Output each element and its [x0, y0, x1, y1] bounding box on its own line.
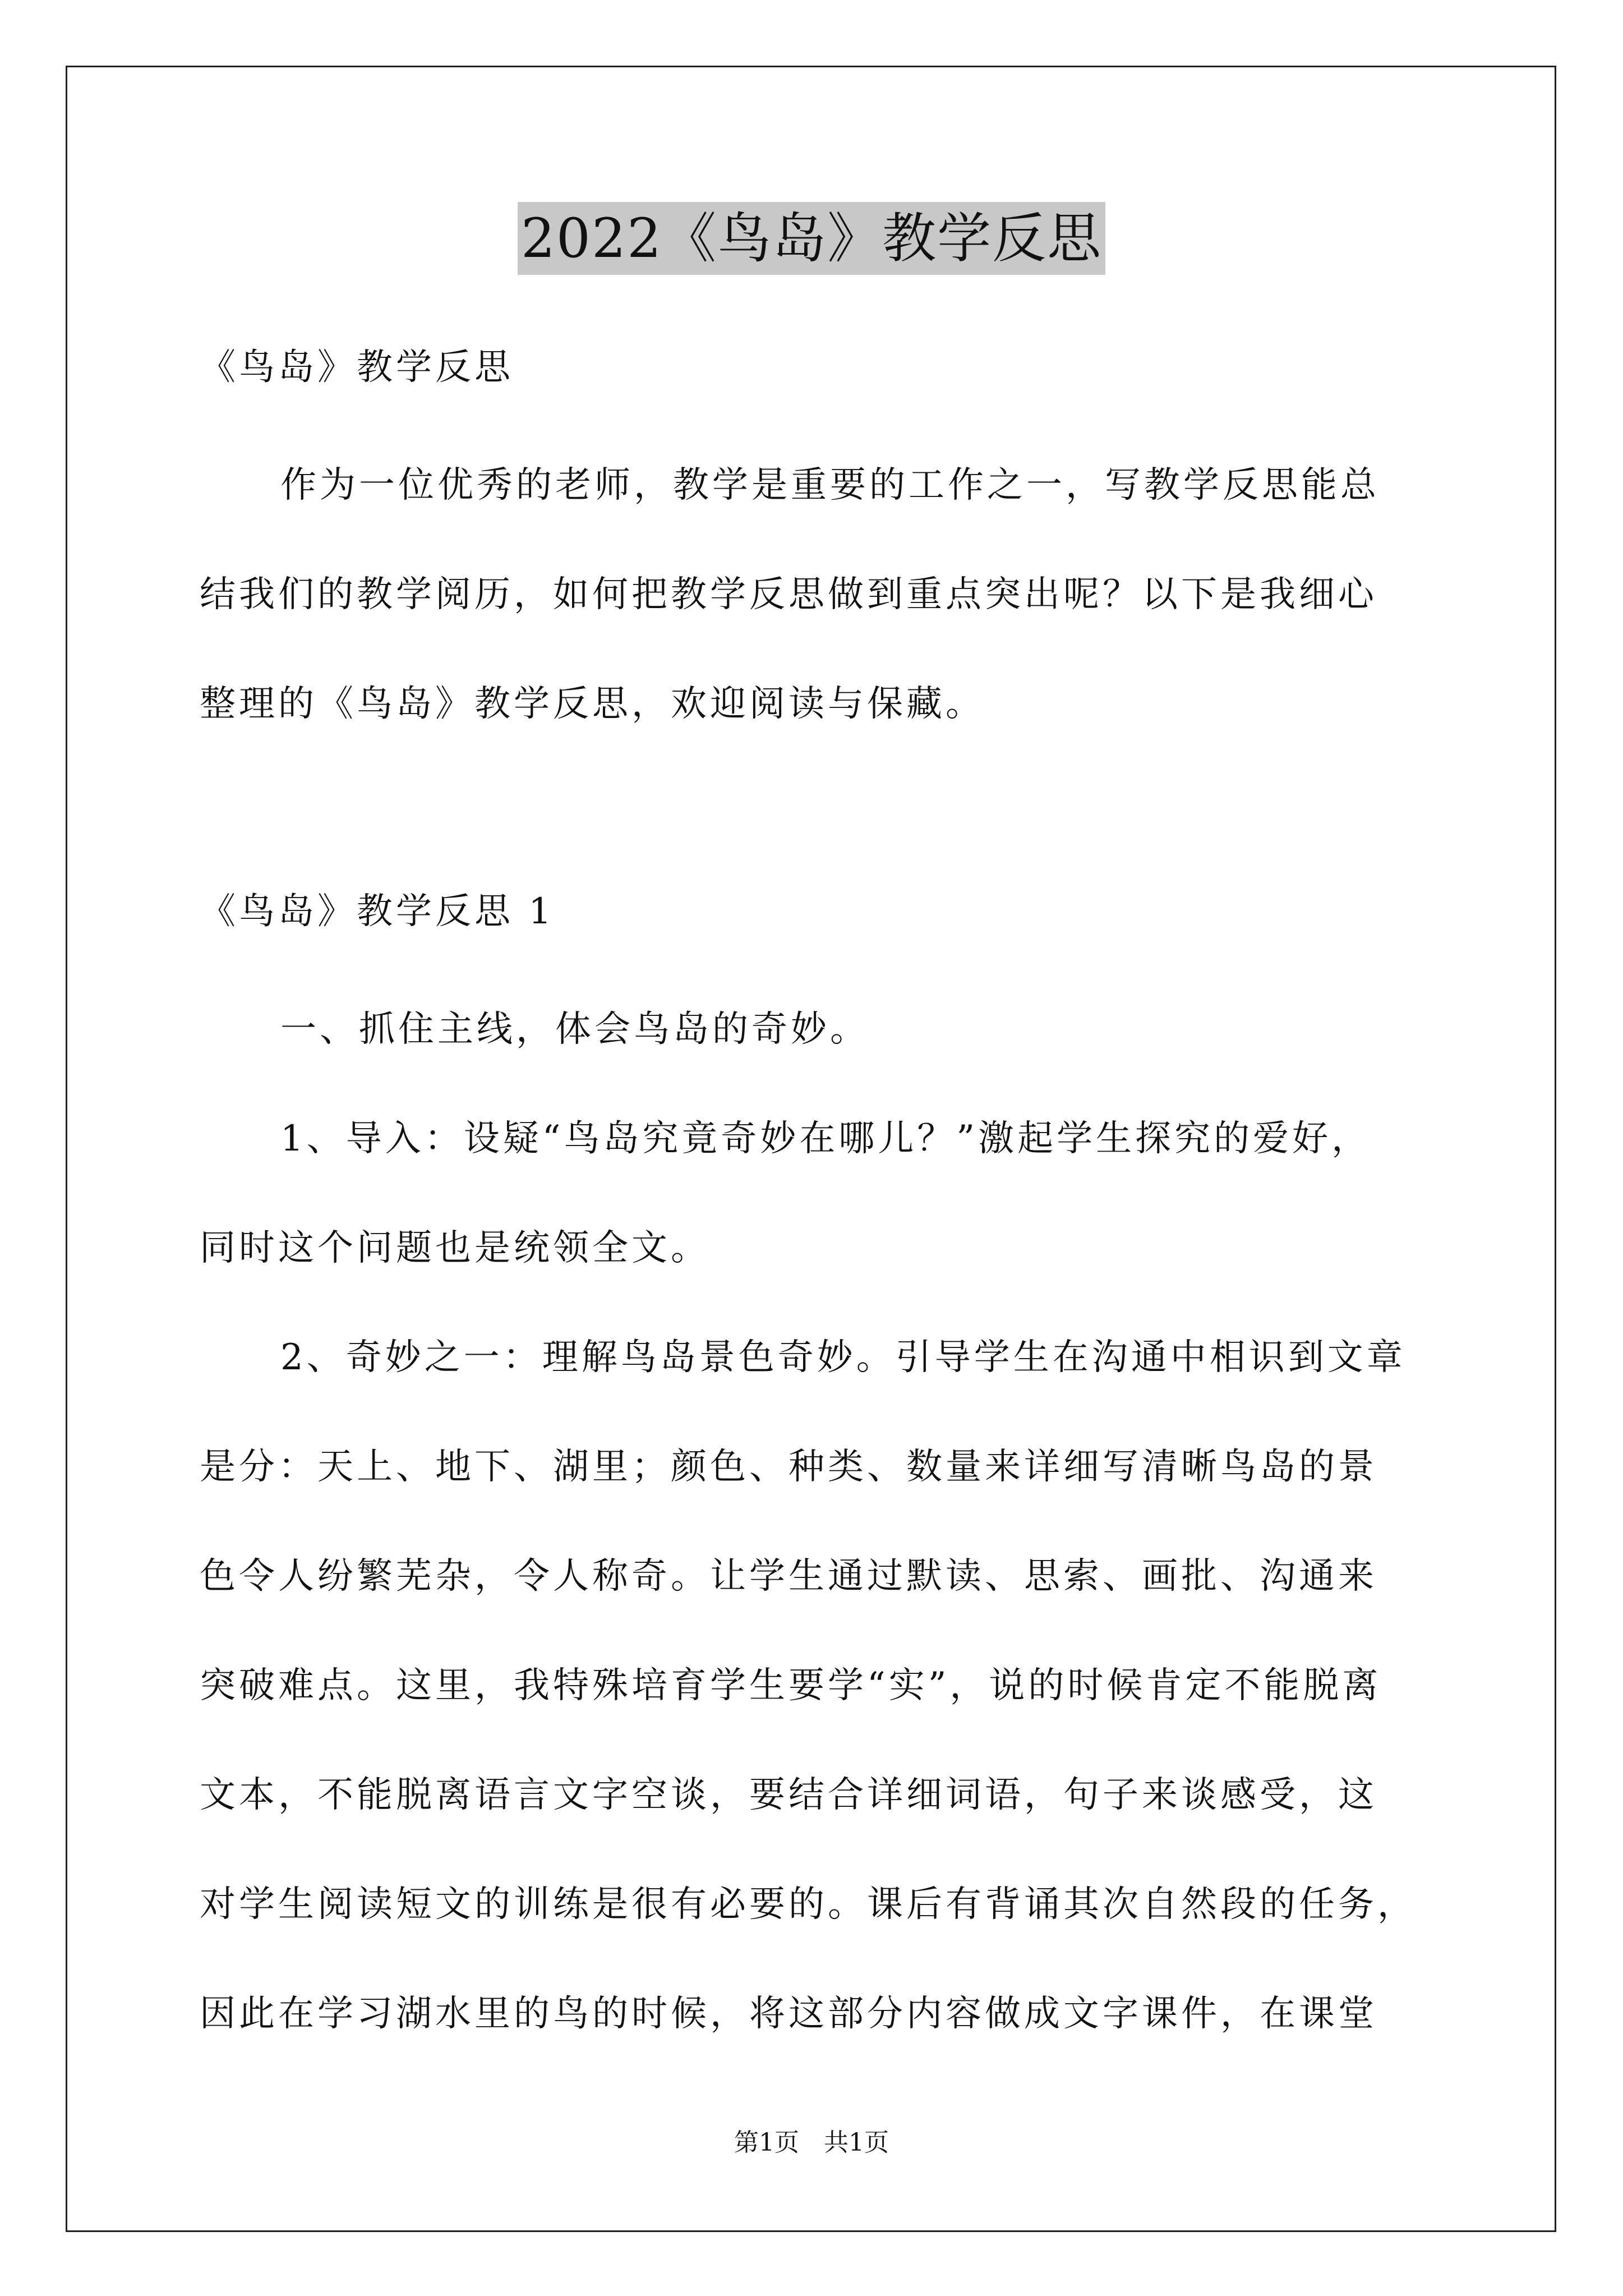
page-footer: 第1页 共1页: [734, 2128, 889, 2157]
paragraph-line: 因此在学习湖水里的鸟的时候，将这部分内容做成文字课件，在课堂: [200, 1993, 1377, 2035]
section-heading: 《鸟岛》教学反思: [200, 347, 514, 388]
paragraph-line: 色令人纷繁芜杂，令人称奇。让学生通过默读、思索、画批、沟通来: [200, 1556, 1377, 1597]
paragraph-line: 结我们的教学阅历，如何把教学反思做到重点突出呢？以下是我细心: [200, 574, 1377, 615]
document-title: 2022《鸟岛》教学反思: [518, 202, 1105, 275]
paragraph-line: 文本，不能脱离语言文字空谈，要结合详细词语，句子来谈感受，这: [200, 1774, 1377, 1816]
paragraph-line: 整理的《鸟岛》教学反思，欢迎阅读与保藏。: [200, 683, 985, 725]
paragraph-line: 对学生阅读短文的训练是很有必要的。课后有背诵其次自然段的任务，: [200, 1884, 1417, 1925]
paragraph-line: 同时这个问题也是统领全文。: [200, 1227, 710, 1269]
paragraph-line: 突破难点。这里，我特殊培育学生要学“实”，说的时候肯定不能脱离: [200, 1665, 1382, 1706]
section-heading: 《鸟岛》教学反思 1: [200, 891, 555, 932]
paragraph-line: 作为一位优秀的老师，教学是重要的工作之一，写教学反思能总: [280, 464, 1380, 506]
paragraph-line: 2、奇妙之一：理解鸟岛景色奇妙。引导学生在沟通中相识到文章: [280, 1337, 1406, 1378]
paragraph-line: 1、导入：设疑“鸟岛究竟奇妙在哪儿？”激起学生探究的爱好，: [280, 1118, 1371, 1159]
paragraph-line: 是分：天上、地下、湖里；颜色、种类、数量来详细写清晰鸟岛的景: [200, 1446, 1377, 1488]
title-container: [0, 202, 1623, 275]
paragraph-line: 一、抓住主线，体会鸟岛的奇妙。: [280, 1009, 869, 1050]
